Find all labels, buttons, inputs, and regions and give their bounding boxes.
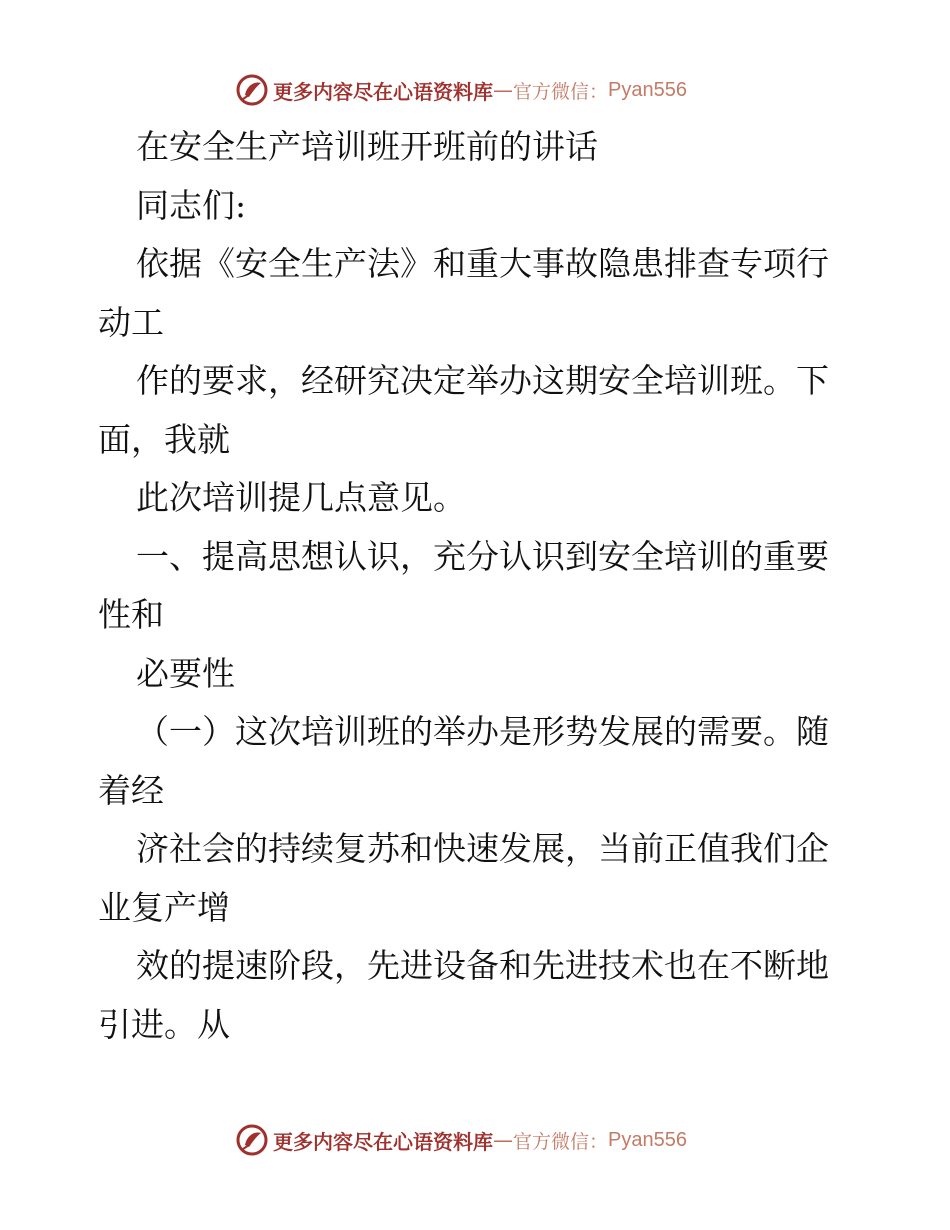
text-line: 济社会的持续复苏和快速发展，当前正值我们企 xyxy=(136,829,829,868)
text-line: 同志们: xyxy=(136,185,247,225)
text-line: 一、提高思想认识，充分认识到安全培训的重要 xyxy=(136,536,829,576)
watermark-main-text: 更多内容尽在心语资料库 xyxy=(273,79,493,104)
text-line: 效的提速阶段，先进设备和先进技术也在不断地 xyxy=(136,946,829,985)
header-watermark xyxy=(235,72,687,108)
text-line: 依据《安全生产法》和重大事故隐患排查专项行 xyxy=(136,244,829,283)
text-line: 动工 xyxy=(98,302,164,342)
watermark-separator: — xyxy=(493,1128,513,1152)
logo-icon xyxy=(235,1123,269,1157)
text-line: 作的要求，经研究决定举办这期安全培训班。下 xyxy=(136,361,829,400)
text-line: 业复产增 xyxy=(98,887,230,927)
watermark-wechat-label: 官方微信： xyxy=(513,1130,609,1153)
text-line: 性和 xyxy=(98,595,164,634)
watermark-separator: — xyxy=(493,78,513,102)
watermark-wechat-label: 官方微信： xyxy=(513,80,609,103)
document-body xyxy=(98,118,858,1054)
text-line: （一）这次培训班的举办是形势发展的需要。随 xyxy=(136,712,829,751)
text-line: 引进。从 xyxy=(98,1004,230,1044)
text-line: 必要性 xyxy=(136,653,235,693)
logo-icon xyxy=(235,73,269,107)
text-line: 着经 xyxy=(98,770,164,810)
watermark-wechat-id: Pyan556 xyxy=(608,1128,687,1151)
text-line: 面，我就 xyxy=(98,419,230,459)
footer-watermark xyxy=(235,1122,687,1158)
text-line: 此次培训提几点意见。 xyxy=(136,478,466,517)
watermark-main-text: 更多内容尽在心语资料库 xyxy=(273,1129,493,1154)
text-line: 在安全生产培训班开班前的讲话 xyxy=(136,127,598,166)
watermark-wechat-id: Pyan556 xyxy=(608,78,687,101)
